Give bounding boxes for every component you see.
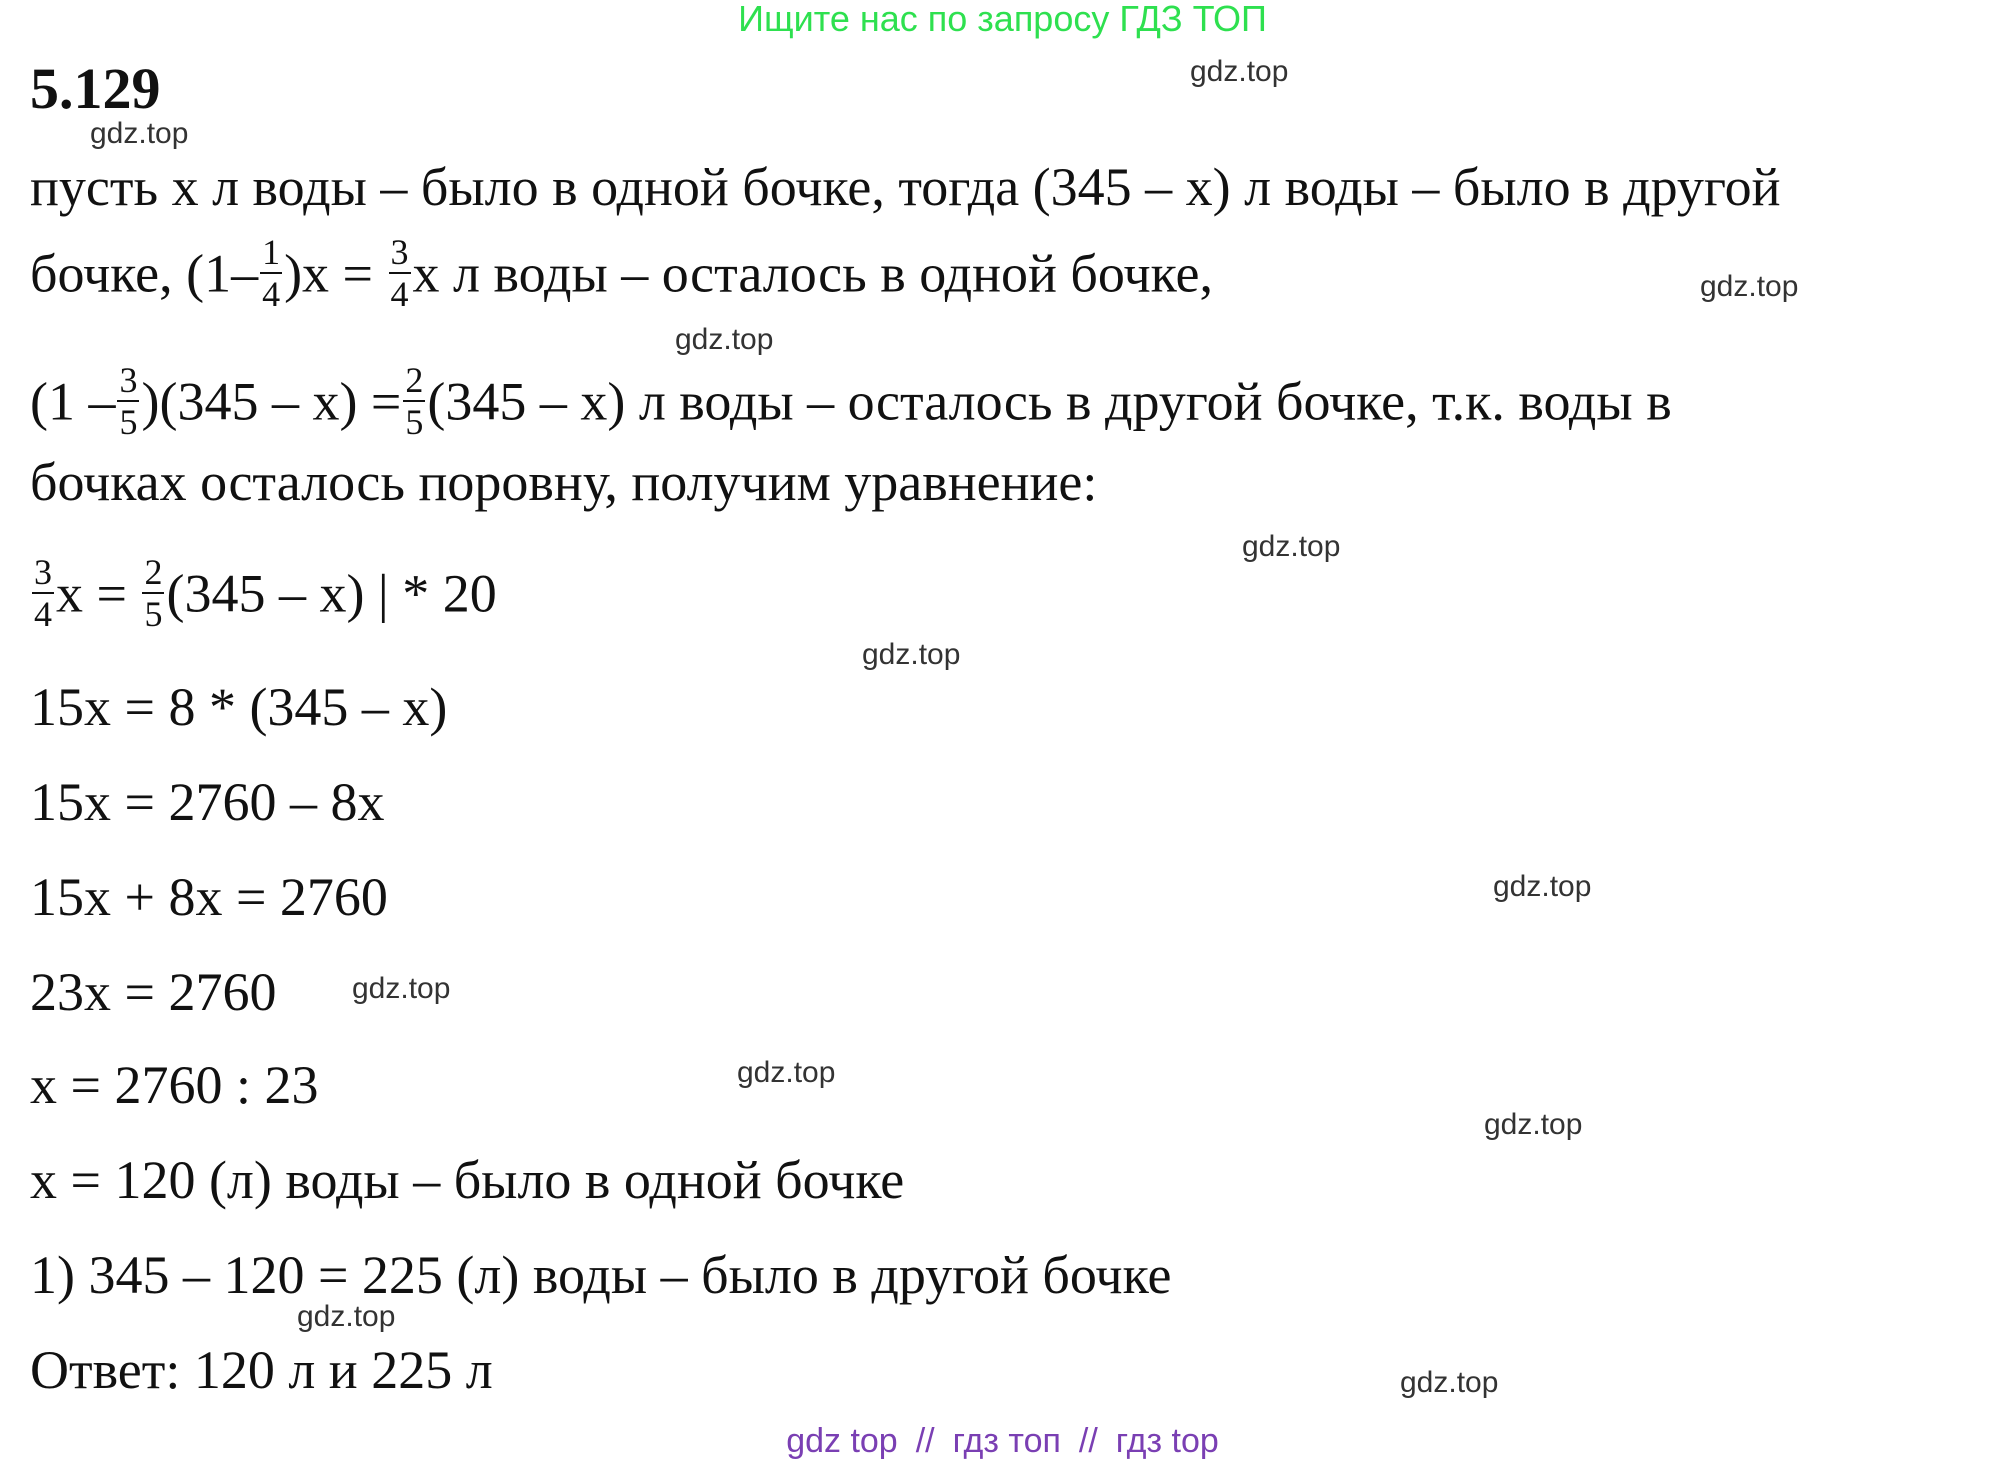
fraction-denominator: 5 bbox=[405, 402, 424, 442]
text-segment: (345 – х) л воды – осталось в другой бочке, т.к. воды в bbox=[427, 371, 1672, 432]
text-line-2 bbox=[30, 232, 1213, 318]
fraction-numerator: 1 bbox=[262, 232, 281, 272]
fraction bbox=[32, 554, 54, 632]
watermark: gdz.top bbox=[675, 323, 774, 356]
fraction-numerator: 3 bbox=[34, 552, 52, 592]
watermark: gdz.top bbox=[1493, 870, 1592, 903]
fraction bbox=[389, 234, 411, 312]
fraction-numerator: 3 bbox=[390, 232, 409, 272]
fraction bbox=[142, 554, 164, 632]
text-segment: )(345 – х) = bbox=[141, 371, 402, 432]
footer-link[interactable]: гдз top bbox=[1115, 1422, 1219, 1460]
top-banner: Ищите нас по запросу ГДЗ ТОП bbox=[738, 0, 1267, 39]
fraction-numerator: 2 bbox=[144, 552, 163, 592]
watermark: gdz.top bbox=[1242, 530, 1341, 563]
fraction bbox=[260, 234, 282, 312]
equation-line-8: 1) 345 – 120 = 225 (л) воды – было в другой бочке bbox=[30, 1245, 1172, 1305]
text-segment: (1 – bbox=[30, 371, 116, 432]
text-line-4: бочках осталось поровну, получим уравнение: bbox=[30, 452, 1098, 512]
text-segment: (345 – х) | * 20 bbox=[166, 563, 497, 624]
text-segment: х л воды – осталось в одной бочке, bbox=[412, 243, 1213, 304]
text-segment: )х = bbox=[284, 243, 374, 304]
fraction bbox=[403, 362, 425, 440]
watermark: gdz.top bbox=[737, 1056, 836, 1089]
watermark: gdz.top bbox=[1400, 1366, 1499, 1399]
equation-line-5: 23х = 2760 bbox=[30, 962, 277, 1022]
fraction bbox=[117, 362, 139, 440]
exercise-number: 5.129 bbox=[30, 56, 161, 121]
text-line-1: пусть х л воды – было в одной бочке, тогда (345 – х) л воды – было в другой bbox=[30, 157, 1781, 217]
watermark: gdz.top bbox=[1484, 1108, 1583, 1141]
footer-separator: // bbox=[915, 1422, 935, 1460]
fraction-numerator: 3 bbox=[119, 360, 138, 400]
equation-line-3: 15х = 2760 – 8х bbox=[30, 772, 385, 832]
text-line-3 bbox=[30, 360, 1672, 446]
fraction-denominator: 5 bbox=[119, 402, 138, 442]
watermark: gdz.top bbox=[90, 117, 189, 150]
fraction-denominator: 5 bbox=[144, 594, 163, 634]
watermark: gdz.top bbox=[1190, 55, 1289, 88]
footer-link[interactable]: гдз топ bbox=[952, 1422, 1061, 1460]
fraction-denominator: 4 bbox=[34, 594, 52, 634]
fraction-denominator: 4 bbox=[390, 274, 409, 314]
fraction-denominator: 4 bbox=[262, 274, 281, 314]
equation-line-4: 15х + 8х = 2760 bbox=[30, 867, 388, 927]
watermark: gdz.top bbox=[352, 972, 451, 1005]
footer-separator: // bbox=[1078, 1422, 1098, 1460]
fraction-numerator: 2 bbox=[405, 360, 424, 400]
watermark: gdz.top bbox=[862, 638, 961, 671]
equation-line-7: х = 120 (л) воды – было в одной бочке bbox=[30, 1150, 905, 1210]
watermark: gdz.top bbox=[1700, 270, 1799, 303]
watermark: gdz.top bbox=[297, 1300, 396, 1333]
equation-line-1 bbox=[30, 552, 497, 638]
answer-line: Ответ: 120 л и 225 л bbox=[30, 1340, 493, 1400]
text-segment: бочке, (1– bbox=[30, 243, 259, 304]
equation-line-6: х = 2760 : 23 bbox=[30, 1055, 319, 1115]
equation-line-2: 15х = 8 * (345 – х) bbox=[30, 677, 448, 737]
text-segment: х = bbox=[56, 563, 127, 624]
footer-link[interactable]: gdz top bbox=[786, 1422, 898, 1460]
footer-links bbox=[0, 1422, 2005, 1461]
